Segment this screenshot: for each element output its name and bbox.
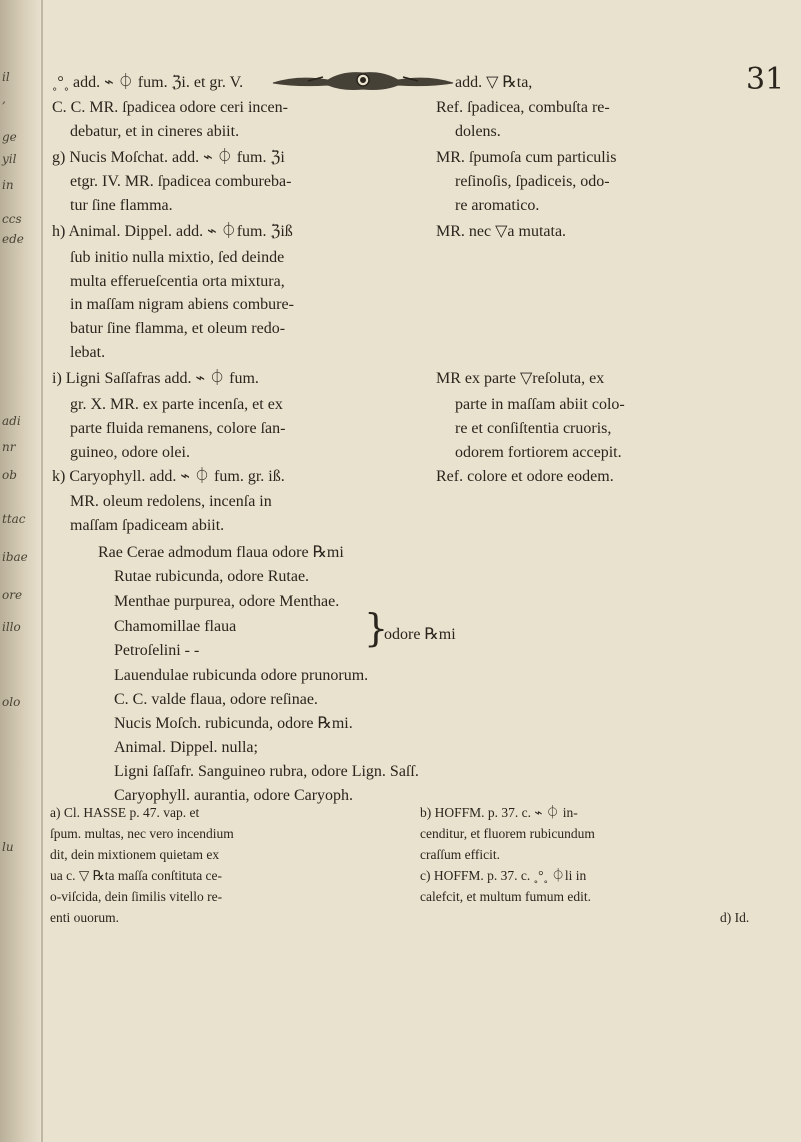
margin-mark: olo (2, 695, 21, 709)
left-line: multa efferueſcentia orta mixtura, (70, 273, 285, 290)
margin-mark: in (2, 178, 14, 192)
residue-line: Animal. Dippel. nulla; (114, 739, 258, 756)
footnote-line: ua c. ▽ ℞ta maſſa conſtituta ce- (50, 868, 223, 883)
margin-mark: ore (2, 588, 23, 602)
left-line: parte fluida remanens, colore ſan- (70, 420, 286, 437)
right-line: reſinoſis, ſpadiceis, odo- (455, 173, 610, 190)
right-line: Ref. ſpadicea, combuſta re- (436, 99, 610, 116)
left-line: gr. X. MR. ex parte incenſa, et ex (70, 396, 283, 413)
brace-label: odore ℞mi (384, 626, 456, 643)
residue-line: Lauendulae rubicunda odore prunorum. (114, 667, 369, 684)
residue-line: Menthae purpurea, odore Menthae. (114, 593, 340, 610)
right-line: MR. ſpumoſa cum particulis (436, 149, 617, 166)
right-line: re aromatico. (455, 197, 540, 214)
margin-mark: ede (2, 232, 24, 246)
residue-line: Rae Cerae admodum flaua odore ℞mi (98, 544, 344, 561)
left-line: k) Caryophyll. add. ⌁ ⏀ fum. gr. iß. (52, 468, 285, 485)
right-line: MR. nec ▽a mutata. (436, 223, 567, 240)
left-line: ˳°˳ add. ⌁ ⏀ fum. ℨi. et gr. V. (52, 74, 244, 91)
margin-mark: il (2, 70, 10, 84)
left-line: i) Ligni Saſſafras add. ⌁ ⏀ fum. (52, 370, 259, 387)
footnote-line: o-viſcida, dein ſimilis vitello re- (50, 889, 223, 904)
margin-mark: ttac (2, 512, 26, 526)
left-line: MR. oleum redolens, incenſa in (70, 493, 272, 510)
margin-mark: lu (2, 840, 14, 854)
binding-gutter (0, 0, 40, 1142)
residue-line: Nucis Moſch. rubicunda, odore ℞mi. (114, 715, 353, 732)
residue-line: Petroſelini - - (114, 642, 200, 659)
footnote-line: a) Cl. HASSE p. 47. vap. et (50, 805, 200, 820)
brace-icon: } (364, 606, 389, 650)
footnote-line: cenditur, et fluorem rubicundum (420, 826, 595, 841)
residue-line: Chamomillae flaua (114, 618, 237, 635)
footnote-line: enti ouorum. (50, 910, 119, 925)
footnote-line: c) HOFFM. p. 37. c. ˳°˳ ⏀li in (420, 868, 587, 883)
margin-mark: , (2, 92, 6, 106)
footnote-line: ſpum. multas, nec vero incendium (50, 826, 234, 841)
page-number: 31 (746, 62, 785, 97)
left-line: tur ſine flamma. (70, 197, 173, 214)
left-line: guineo, odore olei. (70, 444, 190, 461)
right-line: re et conſiſtentia cruoris, (455, 420, 612, 437)
residue-line: C. C. valde flaua, odore reſinae. (114, 691, 318, 708)
left-line: lebat. (70, 344, 106, 361)
right-line: parte in maſſam abiit colo- (455, 396, 625, 413)
right-line: dolens. (455, 123, 501, 140)
left-line: etgr. IV. MR. ſpadicea combureba- (70, 173, 292, 190)
left-line: C. C. MR. ſpadicea odore ceri incen- (52, 99, 288, 116)
left-line: in maſſam nigram abiens combure- (70, 296, 294, 313)
left-line: ſub initio nulla mixtio, ſed deinde (70, 249, 285, 266)
margin-mark: ge (2, 130, 17, 144)
margin-mark: yil (2, 152, 17, 166)
right-line: MR ex parte ▽reſoluta, ex (436, 370, 605, 387)
left-line: maſſam ſpadiceam abiit. (70, 517, 225, 534)
residue-line: Rutae rubicunda, odore Rutae. (114, 568, 310, 585)
margin-mark: illo (2, 620, 21, 634)
header-ornament-icon (268, 67, 458, 93)
footnote-line: calefcit, et multum fumum edit. (420, 889, 591, 904)
right-line: add. ▽ ℞ta, (455, 74, 533, 91)
margin-mark: ccs (2, 212, 22, 226)
margin-mark: adi (2, 414, 21, 428)
left-line: debatur, et in cineres abiit. (70, 123, 240, 140)
residue-line: Ligni ſaſſafr. Sanguineo rubra, odore Lign. Saſſ. (114, 763, 419, 780)
right-line: Ref. colore et odore eodem. (436, 468, 614, 485)
left-line: batur ſine flamma, et oleum redo- (70, 320, 286, 337)
margin-mark: nr (2, 440, 16, 454)
footnote-line: d) Id. (720, 910, 750, 925)
margin-mark: ob (2, 468, 17, 482)
footnote-line: craſſum efficit. (420, 847, 500, 862)
left-line: g) Nucis Moſchat. add. ⌁ ⏀ fum. ℨi (52, 149, 285, 166)
footnote-line: dit, dein mixtionem quietam ex (50, 847, 220, 862)
footnote-line: b) HOFFM. p. 37. c. ⌁ ⏀ in- (420, 805, 578, 820)
left-line: h) Animal. Dippel. add. ⌁ ⏀fum. ℨiß (52, 223, 293, 240)
residue-line: Caryophyll. aurantia, odore Caryoph. (114, 787, 354, 804)
right-line: odorem fortiorem accepit. (455, 444, 622, 461)
margin-rule (41, 0, 43, 1142)
margin-mark: ibae (2, 550, 28, 564)
